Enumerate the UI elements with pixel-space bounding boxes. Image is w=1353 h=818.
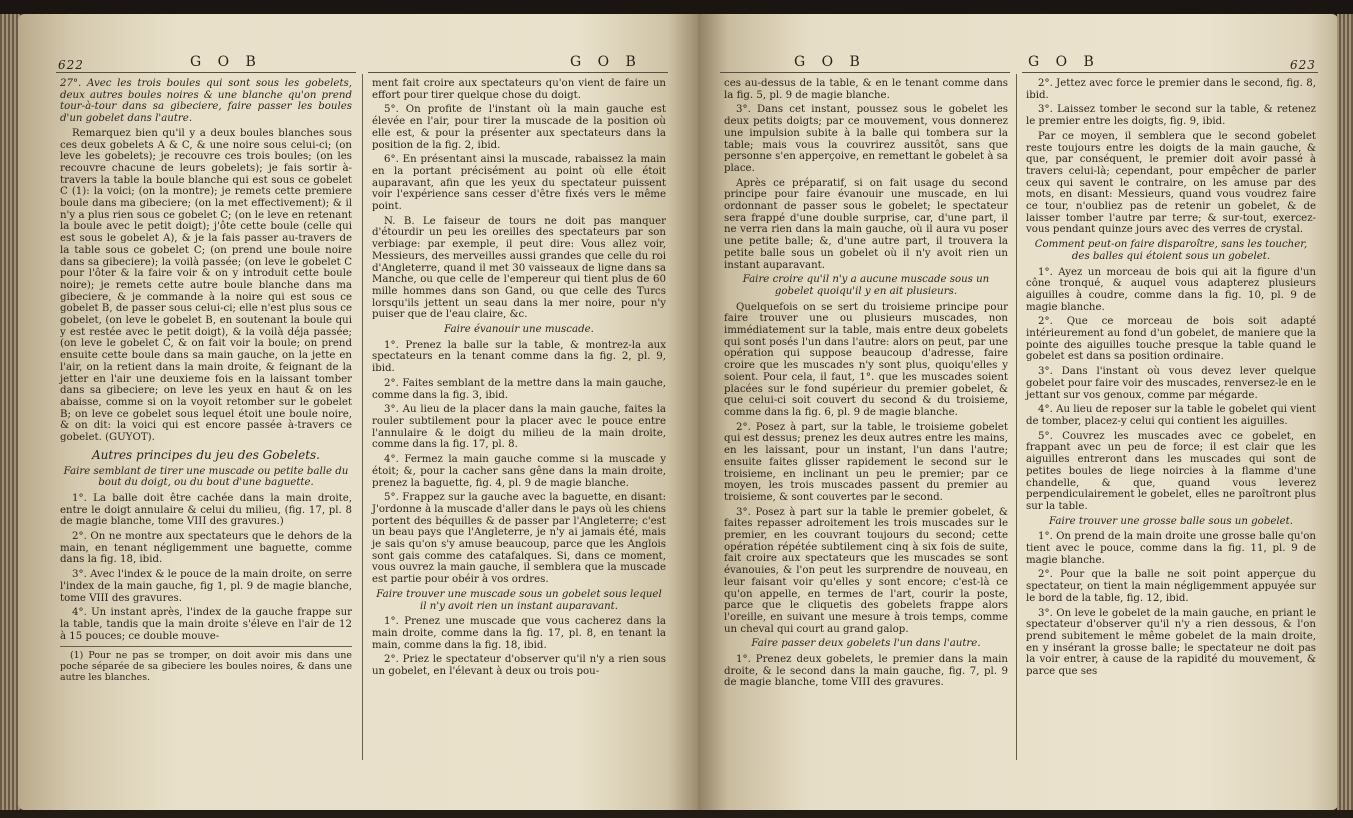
paragraph: 2°. On ne montre aux spectateurs que le dehors de la main, en tenant négligemment une baguette, comme dans la fig. 18, ibid.: [60, 531, 352, 566]
section-heading: Faire semblant de tirer une muscade ou petite balle du bout du doigt, ou du bout d'une baguette.: [63, 465, 349, 489]
paragraph: 4°. Au lieu de reposer sur la table le gobelet qui vient de tomber, placez-y celui qui contient les aiguilles.: [1026, 404, 1316, 427]
left-page-number: 622: [58, 58, 84, 72]
page-edges-right: [1337, 14, 1353, 810]
left-page-header-col2: G O B: [570, 54, 642, 70]
left-header-rule-1: [56, 72, 356, 73]
right-page-column-1: [724, 78, 1008, 692]
right-header-rule-1: [720, 72, 1010, 73]
left-header-rule-2: [368, 72, 668, 73]
paragraph: 3°. Dans l'instant où vous devez lever quelque gobelet pour faire voir des muscades, renversez-le en le jettant sur vos genoux, comme par mégarde.: [1026, 366, 1316, 401]
paragraph: 2°. Faites semblant de la mettre dans la main gauche, comme dans la fig. 3, ibid.: [372, 377, 666, 401]
paragraph: 4°. Un instant après, l'index de la gauche frappe sur la table, tandis que la main droite s'éleve en l'air de 12 à 15 pouces; ce double mouve-: [60, 607, 352, 642]
paragraph: 2°. Jettez avec force le premier dans le second, fig. 8, ibid.: [1026, 78, 1316, 101]
paragraph: 3°. Dans cet instant, poussez sous le gobelet les deux petits doigts; par ce mouvement, vous donnerez une impulsion subite à la balle qui tombera sur la table; mais vous la couvrirez aussitôt, sans que personne s'en apperçoive, en remettant le gobelet à sa place.: [724, 104, 1008, 174]
section-heading: Faire trouver une grosse balle sous un gobelet.: [1049, 515, 1293, 527]
section-heading: Comment peut-on faire disparoître, sans les toucher, des balles qui étoient sous un gobelet.: [1034, 239, 1308, 262]
paragraph: 6°. En présentant ainsi la muscade, rabaissez la main en la portant précisément au point où elle étoit auparavant, afin que les yeux du spectateur puissent voir l'expérience sans cesser d'être fixés vers le même point.: [372, 154, 666, 213]
paragraph: 1°. Prenez deux gobelets, le premier dans la main droite, & le second dans la main gauche, fig. 7, pl. 9 de magie blanche, tome VIII des gravures.: [724, 654, 1008, 689]
paragraph: N. B. Le faiseur de tours ne doit pas manquer d'étourdir un peu les oreilles des spectateurs par son verbiage: par exemple, il peut dire: Vous allez voir, Messieurs, des merveilles aussi grandes que celle du roi d'Angleterre, quand il met 30 vaisseaux de ligne dans sa Manche, ou que celle de l'empereur qui tient plus de 60 mille hommes dans son Gand, ou que celle des Turcs lorsqu'ils jettent un seau dans la mer noire, pour n'y puiser que de l'eau claire, &c.: [372, 215, 666, 321]
footnote: (1) Pour ne pas se tromper, on doit avoir mis dans une poche séparée de sa gibeciere les boules noires, & dans une autre les blanches.: [60, 646, 352, 683]
left-page-column-1: [60, 78, 352, 686]
paragraph: 3°. Au lieu de la placer dans la main gauche, faites la rouler subtilement pour la placer avec le pouce entre l'annulaire & le doigt du milieu de la main droite, comme dans la fig. 17, pl. 8.: [372, 404, 666, 451]
section-heading: Faire croire qu'il n'y a aucune muscade sous un gobelet quoiqu'il y en ait plusieurs.: [742, 274, 990, 297]
paragraph: Quelquefois on se sert du troisieme principe pour faire trouver une ou plusieurs muscades, non immédiatement sur la table, mais entre deux gobelets qui sont posés l'un dans l'autre: alors on peut, par une opération qui suppose beaucoup d'adresse, faire croire que les muscades n'y sont plus, quoiqu'elles y soient. Pour cela, il faut, 1°. que les muscades soient placées sur le fond supérieur du premier gobelet, & que celui-ci soit couvert du second & du troisieme, comme dans la fig. 6, pl. 9 de magie blanche.: [724, 301, 1008, 418]
paragraph: Par ce moyen, il semblera que le second gobelet reste toujours entre les doigts de la main gauche, & que, par conséquent, le premier doit avoir passé à travers celui-là; cependant, pour empêcher de parler ceux qui savent le contraire, on les amuse par des mots, en disant: Messieurs, quand vous voudrez faire ce tour, n'oubliez pas de retenir un gobelet, & de laisser tomber l'autre par terre; & sur-tout, exercez-vous pendant quinze jours avec des verres de crystal.: [1026, 130, 1316, 236]
right-page: [698, 14, 1338, 810]
left-page: [18, 14, 698, 810]
paragraph: 5°. Frappez sur la gauche avec la baguette, en disant: J'ordonne à la muscade d'aller dans le pays où les chiens portent des béquilles & de passer par l'Angleterre; c'est un beau pays que l'Angleterre, je n'y ai jamais été, mais je sais qu'on s'y amuse beaucoup, parce que les Anglois sont gais comme des catafalques. Si, dans ce moment, vous ouvrez la main gauche, il semblera que la muscade est partie pour obéir à vos ordres.: [372, 492, 666, 586]
section-heading: Faire trouver une muscade sous un gobelet sous lequel il n'y avoit rien un instant auparavant.: [376, 588, 662, 612]
left-column-divider: [362, 74, 363, 760]
paragraph: 1°. Prenez une muscade que vous cacherez dans la main droite, comme dans la fig. 17, pl. 8, en tenant la main, comme dans la fig. 18, ibid.: [372, 616, 666, 651]
right-page-header-col1: G O B: [794, 54, 866, 70]
paragraph: ces au-dessus de la table, & en le tenant comme dans la fig. 5, pl. 9 de magie blanche.: [724, 78, 1008, 101]
paragraph: 27°. Avec les trois boules qui sont sous les gobelets, deux autres boules noires & une blanche qu'on prend tour-à-tour dans sa gibeciere, faire passer les boules d'un gobelet dans l'autre.: [60, 78, 352, 125]
paragraph: 2°. Posez à part, sur la table, le troisieme gobelet qui est dessus; prenez les deux autres entre les mains, en les laissant, pour un instant, l'un dans l'autre; ensuite faites glisser rapidement le second sur le troisieme, en inclinant un peu le premier; par ce moyen, les trois muscades passent du premier au troisieme, & sont couvertes par le second.: [724, 421, 1008, 503]
paragraph: 2°. Pour que la balle ne soit point apperçue du spectateur, on tient la main négligemment appuyée sur le bord de la table, fig. 12, ibid.: [1026, 569, 1316, 604]
paragraph: Après ce préparatif, si on fait usage du second principe pour faire évanouir une muscade, en lui ordonnant de passer sous le gobelet; le spectateur sera frappé d'une double surprise, car, d'une part, il ne verra rien dans la main gauche, où il aura vu poser une petite balle; &, d'une autre part, il trouvera la petite balle sous un gobelet où il n'y avoit rien un instant auparavant.: [724, 177, 1008, 271]
paragraph: 3°. On leve le gobelet de la main gauche, en priant le spectateur d'observer qu'il n'y a rien dessous, & l'on prend subitement le même gobelet de la main droite, en y insérant la grosse balle; le spectateur ne doit pas la voir entrer, à cause de la rapidité du mouvement, & parce que ses: [1026, 607, 1316, 678]
paragraph: 3°. Posez à part sur la table le premier gobelet, & faites repasser adroitement les trois muscades sur le premier, en les couvrant toujours du second; cette opération répétée subtilement cinq à six fois de suite, fait croire aux spectateurs que les muscades se sont évanouies, & l'on peut les surprendre de nouveau, en leur faisant voir qu'elles y sont encore; c'est-là ce qu'on appelle, en termes de l'art, courir la poste, parce que le cliquetis des gobelets frappe alors l'oreille, en suivant une mesure à trois temps, comme un cheval qui court au grand galop.: [724, 506, 1008, 635]
paragraph: 1°. Ayez un morceau de bois qui ait la figure d'un cône tronqué, & auquel vous adapterez plusieurs aiguilles à coudre, comme dans la fig. 10, pl. 9 de magie blanche.: [1026, 266, 1316, 313]
paragraph: ment fait croire aux spectateurs qu'on vient de faire un effort pour tirer quelque chose du doigt.: [372, 78, 666, 101]
paragraph: 1°. La balle doit être cachée dans la main droite, entre le doigt annulaire & celui du milieu, (fig. 17, pl. 8 de magie blanche, tome VIII des gravures.): [60, 492, 352, 528]
right-page-number: 623: [1290, 58, 1316, 72]
left-page-column-2: [372, 78, 666, 681]
right-column-divider: [1016, 74, 1017, 760]
paragraph: 3°. Laissez tomber le second sur la table, & retenez le premier entre les doigts, fig. 9, ibid.: [1026, 104, 1316, 128]
paragraph: 5°. Couvrez les muscades avec ce gobelet, en frappant avec un peu de force; il est clair que les aiguilles entreront dans les muscades qui sont de petites boules de liege noircies à la flamme d'une chandelle, & que, quand vous leverez perpendiculairement le gobelet, elles ne paroîtront plus sur la table.: [1026, 430, 1316, 512]
left-page-header-col1: G O B: [190, 54, 262, 70]
right-page-column-2: [1026, 78, 1316, 681]
section-heading: Autres principes du jeu des Gobelets.: [92, 447, 320, 462]
paragraph: 3°. Avec l'index & le pouce de la main droite, on serre l'index de la main gauche, fig 1, pl. 9 de magie blanche, tome VIII des gravures.: [60, 569, 352, 604]
section-heading: Faire évanouir une muscade.: [444, 324, 594, 336]
right-page-header-col2: G O B: [1028, 54, 1100, 70]
paragraph: 5°. On profite de l'instant où la main gauche est élevée en l'air, pour tirer la muscade de la position où elle est, & pour la présenter aux spectateurs dans la position de la fig. 2, ibid.: [372, 104, 666, 151]
page-edges-left: [0, 14, 20, 810]
paragraph: 2°. Priez le spectateur d'observer qu'il n'y a rien sous un gobelet, en l'élevant à deux ou trois pou-: [372, 654, 666, 678]
paragraph: 1°. On prend de la main droite une grosse balle qu'on tient avec le pouce, comme dans la fig. 11, pl. 9 de magie blanche.: [1026, 531, 1316, 566]
paragraph: Remarquez bien qu'il y a deux boules blanches sous ces deux gobelets A & C, & une noire sous celui-ci; (on leve les gobelets); je recouvre ces trois boules; (on les recouvre chacune de leurs gobelets); je fais sortir à-travers la table la boule blanche qui est sous ce gobelet C (1): la voici; (on la montre); je remets cette premiere boule dans ma gibeciere; (on la met effectivement); & il n'y a plus rien sous ce gobelet C; (on le leve en retenant la boule avec le petit doigt); j'ôte cette boule (celle qui est sous le gobelet A), & je la fais passer au-travers de la table sous ce gobelet C; (on prend une boule noire dans sa gibeciere); la voilà passée; (on leve le gobelet C pour l'ôter & la faire voir & on y introduit cette boule noire); je remets cette autre boule blanche dans ma gibeciere, & je commande à la noire qui est sous ce gobelet B, de passer sous celui-ci; elle n'est plus sous ce gobelet, (on leve le gobelet B, en soutenant la boule qui y est restée avec le petit doigt), & la voilà déja passée; (on leve le gobelet C, & on fait voir la boule; on prend ensuite cette boule dans sa main gauche, on la jette en l'air, on la retient dans la main droite, & feignant de la jetter en l'air une deuxieme fois en la laissant tomber dans sa gibeciere; on leve les yeux en haut & on les abaisse, comme si on la voyoit retomber sur le gobelet B; on leve ce gobelet sous lequel étoit une boule noire, & on dit: la voici qui est encore passée à-travers ce gobelet. (GUYOT).: [60, 127, 352, 444]
paragraph: 2°. Que ce morceau de bois soit adapté intérieurement au fond d'un gobelet, de maniere que la pointe des aiguilles touche presque la table quand le gobelet est dans sa position ordinaire.: [1026, 316, 1316, 363]
paragraph: 4°. Fermez la main gauche comme si la muscade y étoit; &, pour la cacher sans gêne dans la main droite, prenez la baguette, fig. 4, pl. 9 de magie blanche.: [372, 454, 666, 489]
section-heading: Faire passer deux gobelets l'un dans l'autre.: [751, 638, 981, 650]
paragraph: 1°. Prenez la balle sur la table, & montrez-la aux spectateurs en la tenant comme dans la fig. 2, pl. 9, ibid.: [372, 339, 666, 375]
right-header-rule-2: [1022, 72, 1318, 73]
